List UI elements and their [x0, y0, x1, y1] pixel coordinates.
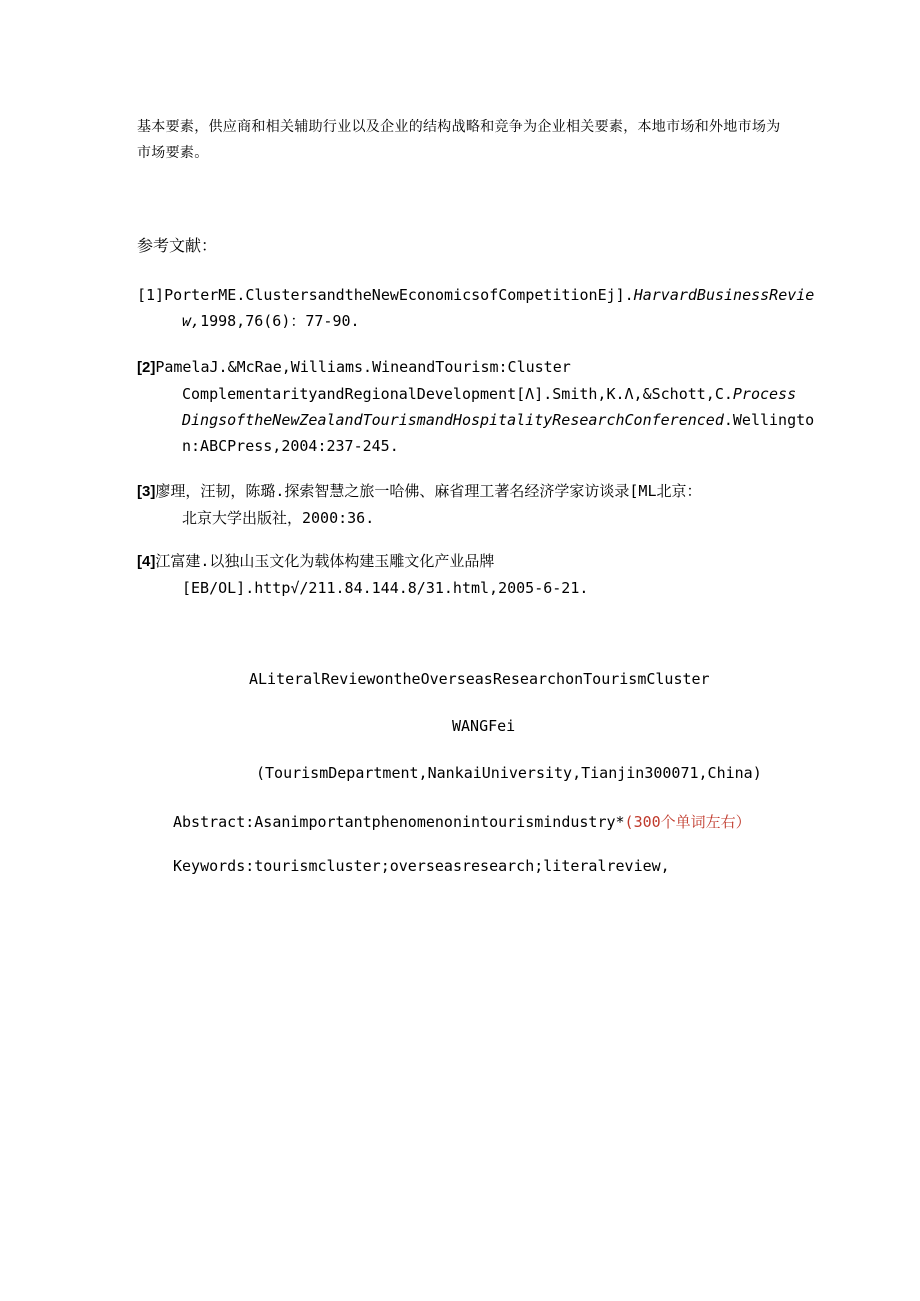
- reference-text-cont: .Wellingto: [723, 411, 815, 429]
- reference-4: [137, 548, 837, 601]
- reference-text-cont: [EB/OL].http√/211.84.144.8/31.html,2005-6-21.: [182, 579, 589, 597]
- intro-line-2: 市场要素。: [137, 145, 209, 161]
- reference-number: [2]: [137, 359, 156, 376]
- reference-text: PamelaJ.&McRae,Williams.WineandTourism:Cluster: [155, 358, 571, 376]
- english-keywords: Keywords:tourismcluster;overseasresearch;literalreview,: [173, 857, 670, 875]
- reference-text-cont: n:ABCPress,2004:237-245.: [182, 437, 399, 455]
- english-author: WANGFei: [452, 717, 516, 735]
- intro-paragraph: [137, 114, 837, 166]
- reference-number: [1]: [137, 286, 165, 304]
- reference-3: [137, 478, 837, 531]
- reference-text: 江富建.以独山玉文化为载体构建玉雕文化产业品牌: [155, 552, 495, 570]
- reference-text-cont: ComplementarityandRegionalDevelopment[Λ].Smith,K.Λ,&Schott,C.: [182, 385, 733, 403]
- intro-line-1: 基本要素，供应商和相关辅助行业以及企业的结构战略和竞争为企业相关要素，本地市场和外地市场为: [137, 119, 781, 135]
- reference-2: [137, 354, 837, 459]
- abstract-word-count-note: (300个单词左右）: [624, 813, 751, 831]
- references-heading: 参考文献：: [137, 236, 218, 255]
- reference-number: [3]: [137, 483, 156, 500]
- abstract-text: Abstract:Asanimportantphenomenonintourismindustry*: [173, 813, 625, 831]
- english-affiliation: (TourismDepartment,NankaiUniversity,Tianjin300071,China): [256, 764, 762, 782]
- reference-text: PorterME.ClustersandtheNewEconomicsofCompetitionEj].: [164, 286, 634, 304]
- english-abstract: [173, 811, 751, 832]
- reference-proceedings-cont: DingsoftheNewZealandTourismandHospitalityResearchConferenced: [182, 411, 724, 429]
- reference-text-cont: 1998,76(6)：77-90.: [200, 312, 360, 330]
- reference-1: [137, 282, 837, 334]
- english-title: ALiteralReviewontheOverseasResearchonTourismCluster: [249, 670, 710, 688]
- reference-journal: HarvardBusinessRevie: [633, 286, 815, 304]
- reference-proceedings: Process: [732, 385, 797, 403]
- reference-text: 廖理，汪韧，陈璐.探索智慧之旅一哈佛、麻省理工著名经济学家访谈录[ML北京：: [155, 482, 702, 500]
- reference-journal-cont: w,: [182, 312, 201, 330]
- reference-text-cont: 北京大学出版社，2000:36.: [182, 509, 375, 527]
- reference-number: [4]: [137, 553, 156, 570]
